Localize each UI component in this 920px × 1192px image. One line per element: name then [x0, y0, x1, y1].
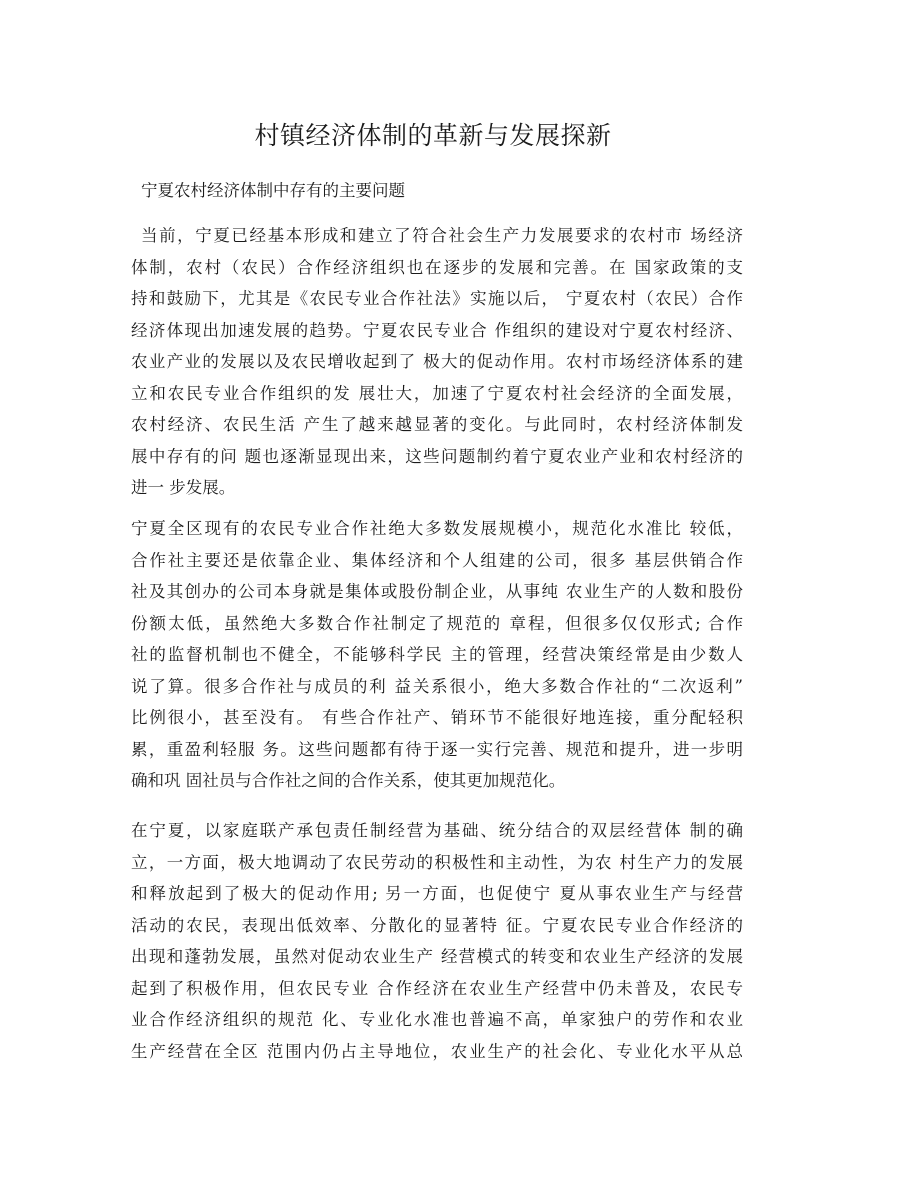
text-line: 农村经济、农民生活 产生了越来越显著的变化。与此同时，农村经济体制发	[131, 415, 743, 434]
text-line: 在宁夏，以家庭联产承包责任制经营为基础、统分结合的双层经营体 制的确	[131, 821, 743, 840]
paragraph-2	[131, 513, 743, 797]
text-line: 立和农民专业合作组织的发 展壮大，加速了宁夏农村社会经济的全面发展，	[131, 383, 743, 403]
text-line: 体制，农村（农民）合作经济组织也在逐步的发展和完善。在 国家政策的支	[131, 257, 743, 277]
text-line: 宁夏全区现有的农民专业合作社绝大多数发展规模小，规范化水准比 较低，	[131, 519, 743, 538]
text-line: 说了算。很多合作社与成员的利 益关系很小，绝大多数合作社的“二次返利”	[131, 676, 743, 696]
text-line: 持和鼓励下，尤其是《农民专业合作社法》实施以后， 宁夏农村（农民）合作	[131, 289, 743, 308]
text-line: 业合作经济组织的规范 化、专业化水准也普遍不高，单家独户的劳作和农业	[131, 1010, 743, 1029]
paragraph-1	[131, 220, 743, 504]
text-line: 社的监督机制也不健全，不能够科学民 主的管理，经营决策经常是由少数人	[131, 645, 743, 664]
text-line: 农业产业的发展以及农民增收起到了 极大的促动作用。农村市场经济体系的建	[131, 352, 743, 371]
text-line: 进一 步发展。	[131, 478, 236, 497]
text-line: 确和巩 固社员与合作社之间的合作关系，使其更加规范化。	[131, 771, 566, 790]
text-line: 立，一方面，极大地调动了农民劳动的积极性和主动性，为农 村生产力的发展	[131, 852, 743, 872]
text-line: 经济体现出加速发展的趋势。宁夏农民专业合 作组织的建设对宁夏农村经济、	[131, 320, 743, 340]
text-line: 展中存有的问 题也逐渐显现出来，这些问题制约着宁夏农业产业和农村经济的	[131, 446, 743, 466]
text-line: 社及其创办的公司本身就是集体或股份制企业，从事纯 农业生产的人数和股份	[131, 582, 743, 601]
text-line: 起到了积极作用，但农民专业 合作经济在农业生产经营中仍未普及，农民专	[131, 978, 743, 998]
text-line: 比例很小，甚至没有。 有些合作社产、销环节不能很好地连接，重分配轻积	[131, 708, 743, 727]
text-line: 当前，宁夏已经基本形成和建立了符合社会生产力发展要求的农村市 场经济	[141, 226, 743, 245]
text-line: 活动的农民，表现出低效率、分散化的显著特 征。宁夏农民专业合作经济的	[131, 915, 743, 935]
text-line: 和释放起到了极大的促动作用; 另一方面，也促使宁 夏从事农业生产与经营	[131, 884, 743, 903]
text-line: 累，重盈利轻服 务。这些问题都有待于逐一实行完善、规范和提升，进一步明	[131, 739, 743, 759]
text-line: 合作社主要还是依靠企业、集体经济和个人组建的公司，很多 基层供销合作	[131, 550, 743, 570]
section-heading: 宁夏农村经济体制中存有的主要问题	[141, 181, 405, 200]
paragraph-3	[131, 815, 743, 1067]
text-line: 份额太低，虽然绝大多数合作社制定了规范的 章程，但很多仅仅形式; 合作	[131, 613, 743, 633]
text-line: 出现和蓬勃发展，虽然对促动农业生产 经营模式的转变和农业生产经济的发展	[131, 947, 743, 966]
document-title: 村镇经济体制的革新与发展探新	[254, 121, 612, 150]
text-line: 生产经营在全区 范围内仍占主导地位，农业生产的社会化、专业化水平从总	[131, 1041, 743, 1061]
